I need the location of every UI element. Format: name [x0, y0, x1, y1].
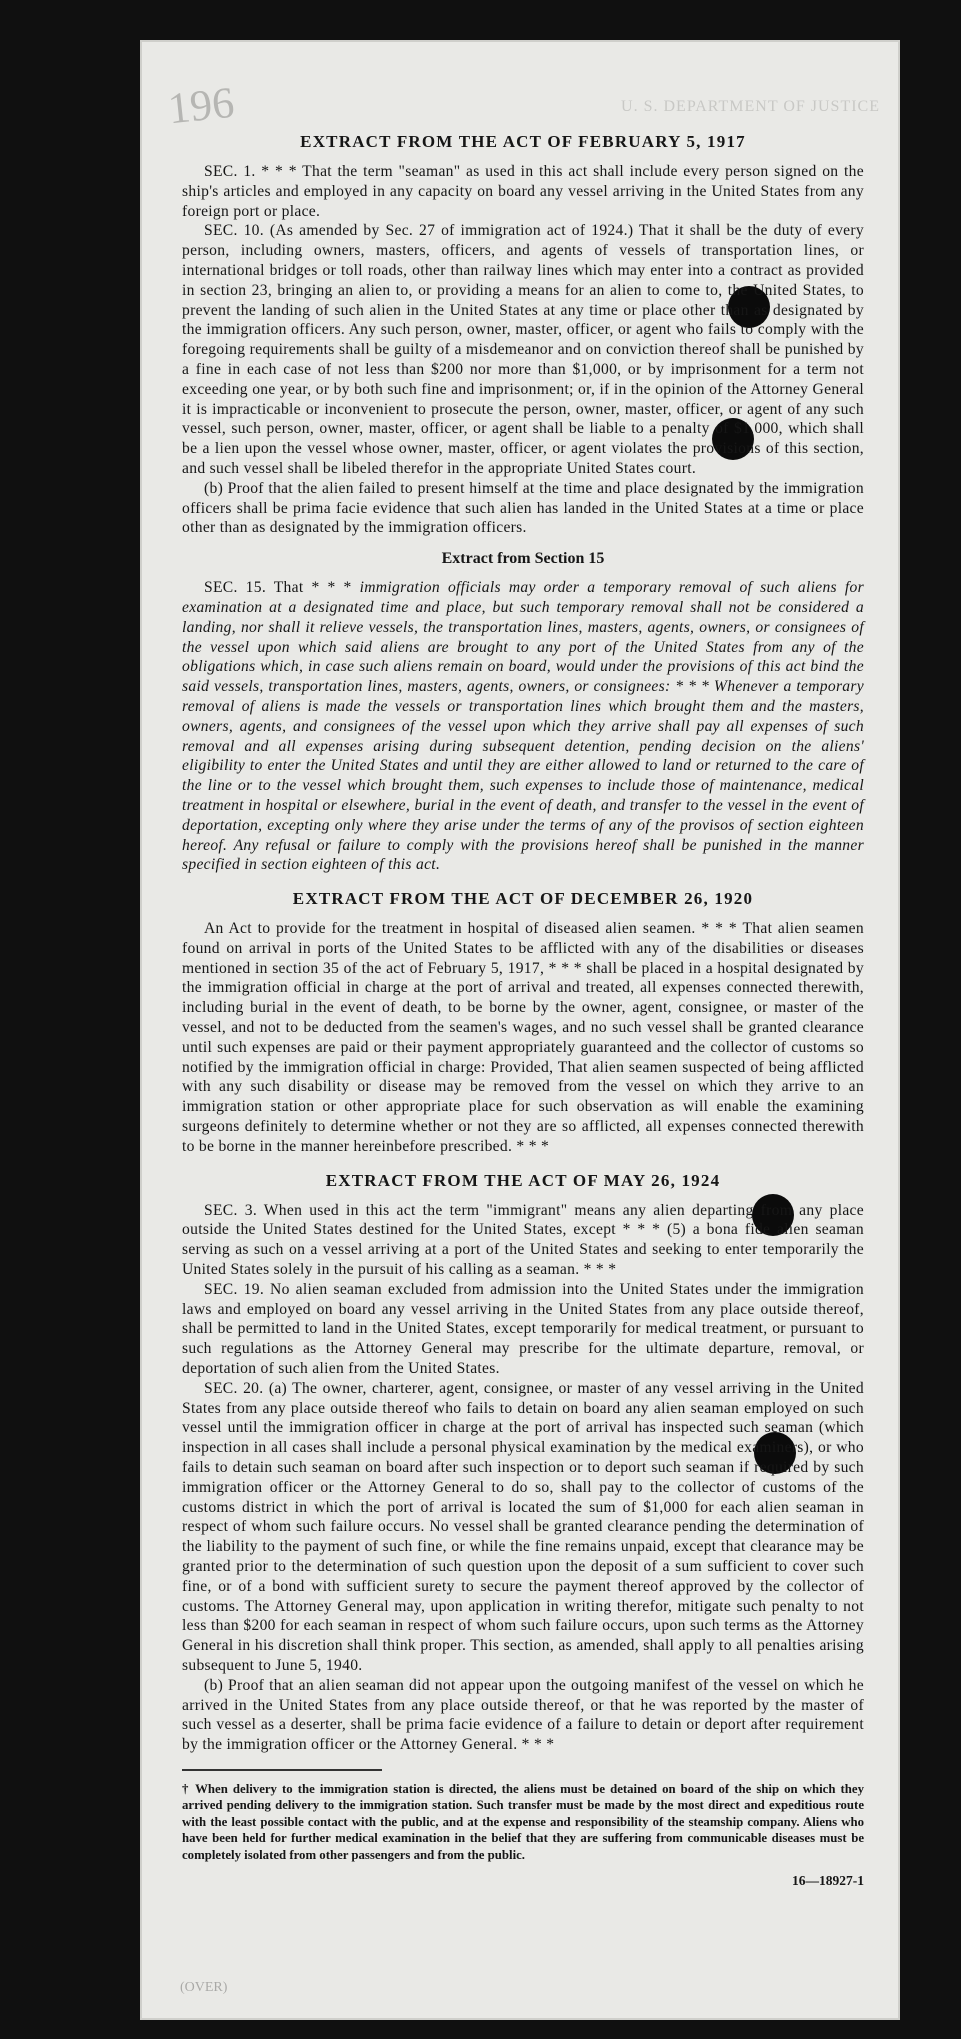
document-page [140, 40, 900, 2020]
heading-act-1924: EXTRACT FROM THE ACT OF MAY 26, 1924 [325, 1170, 721, 1190]
document-body [182, 132, 864, 1889]
paragraph-sec-15 [182, 578, 864, 875]
paragraph-sec-10: SEC. 10. (As amended by Sec. 27 of immigration act of 1924.) That it shall be the duty of every person, including owners, masters, officers, and agents of vessels of transportation lines, or international bridges or toll roads, other than railway lines which may enter into a contract as provided in section 23, bringing an alien to, or providing a means for an alien to come to, the United States, to prevent the landing of such alien in the United States at any time or place other than as designated by the immigration officers. Any such person, owner, master, officer, or agent who fails to comply with the foregoing requirements shall be guilty of a misdemeanor and on conviction thereof shall be punished by a fine in each case of not less than $200 nor more than $1,000, or by imprisonment for a term not exceeding one year, or by both such fine and imprisonment; or, if in the opinion of the Attorney General it is impracticable or inconvenient to prosecute the person, owner, master, officer, or agent of any such vessel, such person, owner, master, officer, or agent shall be liable to a penalty of $1,000, which shall be a lien upon the vessel whose owner, master, officer, or agent violates the provisions of this section, and such vessel shall be libeled therefor in the appropriate United States court. [182, 222, 864, 477]
faint-footer-text: (OVER) [180, 1980, 228, 1995]
pencil-page-number: 196 [165, 77, 237, 134]
heading-act-1920: EXTRACT FROM THE ACT OF DECEMBER 26, 1920 [292, 889, 754, 909]
paragraph-sec-20a: SEC. 20. (a) The owner, charterer, agent, consignee, or master of any vessel arriving in the United States from any place outside thereof who fails to detain on board any alien seaman employed on such vessel until the immigration officer in charge at the port of arrival has inspected such seaman (which inspection in all cases shall include a personal physical examination by the medical examiners), or who fails to detain such seaman on board after such inspection or to deport such seaman if required by such immigration officer or the Attorney General to do so, shall pay to the collector of customs of the customs district in which the port of arrival is located the sum of $1,000 for each alien seaman in respect of whom such failure occurs. No vessel shall be granted clearance pending the determination of the liability to the payment of such fine, or while the fine remains unpaid, except that clearance may be granted prior to the determination of such question upon the deposit of a sum sufficient to cover such fine, or of a bond with sufficient surety to secure the payment thereof approved by the collector of customs. The Attorney General may, upon application in writing therefor, mitigate such penalty to not less than $200 for each seaman in respect of whom such failure occurs, upon such terms as the Attorney General in his discretion shall think proper. This section, as amended, shall apply to all penalties arising subsequent to June 5, 1940. [182, 1379, 864, 1674]
faint-header-text: U. S. DEPARTMENT OF JUSTICE [621, 98, 880, 115]
paragraph-act-1920: An Act to provide for the treatment in hospital of diseased alien seamen. * * * That alien seamen found on arrival in ports of the United States to be afflicted with any of the disabilities or diseases mentioned in section 35 of the act of February 5, 1917, * * * shall be placed in a hospital designated by the immigration official in charge at the port of arrival and treated, all expenses connected therewith, including burial in the event of death, to be borne by the owner, agent, consignee, or master of the vessel, and not to be deducted from the seamen's wages, and no such vessel shall be granted clearance until such expenses are paid or their payment appropriately guaranteed and the collector of customs so notified by the immigration official in charge: Provided, That alien seamen suspected of being afflicted with any such disability or disease may be removed from the vessel on which they arrive to an immigration station or other appropriate place for such observation as will enable the examining surgeons definitely to determine whether or not they are so afflicted, all expenses connected therewith to be borne in the manner hereinbefore prescribed. * * * [182, 920, 864, 1155]
sec-15-italic-text: immigration officials may order a temporary removal of such aliens for examination at a designated time and place, but such temporary removal shall not be considered a landing, nor shall it relieve vessels, the transportation lines, masters, agents, owners, or consignees of the vessel upon which said aliens are brought to any port of the United States from any of the obligations which, in case such aliens remain on board, would under the provisions of this act bind the said vessels, transportation lines, masters, agents, owners, or consignees: * * * Whenever a temporary removal of aliens is made the vessels or transportation lines which brought them and the masters, owners, agents, and consignees of the vessel upon which they arrive shall pay all expenses of such removal and all expenses arising during subsequent detention, pending decision on the aliens' eligibility to enter the United States and until they are either allowed to land or returned to the care of the line or to the vessel which brought them, such expenses to include those of maintenance, medical treatment in hospital or elsewhere, burial in the event of death, and transfer to the vessel in the event of deportation, excepting only where they arise under the terms of any of the provisos of section eighteen hereof. Any refusal or failure to comply with the provisions hereof shall be punished in the manner specified in section eighteen of this act. [182, 579, 864, 874]
paragraph-sec-20b: (b) Proof that an alien seaman did not appear upon the outgoing manifest of the vessel on which he arrived in the United States from any place outside thereof, or that he was reported by the master of such vessel as a deserter, shall be prima facie evidence of a failure to detain or deport after requirement by the immigration officer or the Attorney General. * * * [182, 1676, 864, 1754]
paragraph-sec-10b: (b) Proof that the alien failed to present himself at the time and place designated by the immigration officers shall be prima facie evidence that such alien has landed in the United States at a time or place other than as designated by the immigration officers. [182, 479, 864, 537]
form-number: 16—18927-1 [792, 1873, 864, 1888]
paragraph-sec-1: SEC. 1. * * * That the term "seaman" as used in this act shall include every person signed on the ship's articles and employed in any capacity on board any vessel arriving in the United States from any foreign port or place. [182, 163, 864, 220]
heading-act-1917: EXTRACT FROM THE ACT OF FEBRUARY 5, 1917 [300, 132, 746, 151]
paragraph-sec-3: SEC. 3. When used in this act the term "immigrant" means any alien departing from any place outside the United States destined for the United States, except * * * (5) a bona fide alien seaman serving as such on a vessel arriving at a port of the United States and seeking to enter temporarily the United States solely in the pursuit of his calling as a seaman. * * * [182, 1201, 864, 1279]
heading-section-15: Extract from Section 15 [441, 550, 605, 568]
footnote: † When delivery to the immigration station is directed, the aliens must be detained on board of the ship on which they arrived pending delivery to the immigration station. Such transfer must be made by the most direct and expeditious route with the least possible contact with the public, and at the expense and responsibility of the steamship company. Aliens who have been held for further medical examination in the belief that they are suffering from communicable diseases must be completely isolated from other passengers and from the public. [182, 1781, 864, 1862]
sec-15-lead: SEC. 15. That * * * [204, 579, 360, 597]
paragraph-sec-19: SEC. 19. No alien seaman excluded from admission into the United States under the immigration laws and employed on board any vessel arriving in the United States from any place outside thereof, shall be permitted to land in the United States, except temporarily for medical treatment, or pursuant to such regulations as the Attorney General may prescribe for the ultimate departure, removal, or deportation of such alien from the United States. [182, 1280, 864, 1378]
footnote-divider [182, 1769, 382, 1771]
